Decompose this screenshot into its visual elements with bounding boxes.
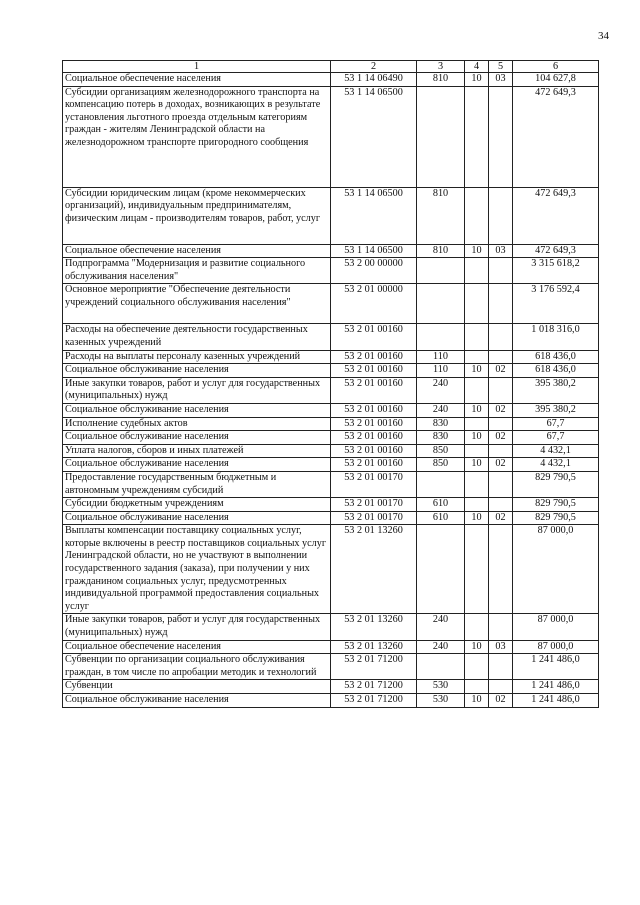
row-sum: 618 436,0 bbox=[513, 350, 599, 364]
row-vr: 810 bbox=[417, 244, 465, 258]
table-row bbox=[63, 324, 599, 350]
row-name: Субсидии юридическим лицам (кроме некоммерческих организаций), индивидуальным предпринимателям, физическим лицам - производителям товаров, работ, услуг bbox=[63, 187, 331, 244]
row-sum: 87 000,0 bbox=[513, 640, 599, 654]
header-col-4: 4 bbox=[465, 61, 489, 73]
header-col-2: 2 bbox=[331, 61, 417, 73]
table-row bbox=[63, 403, 599, 417]
row-rz bbox=[465, 614, 489, 640]
row-pr: 02 bbox=[489, 694, 513, 708]
row-sum: 618 436,0 bbox=[513, 364, 599, 378]
row-rz: 10 bbox=[465, 458, 489, 472]
row-rz bbox=[465, 86, 489, 187]
row-rz bbox=[465, 525, 489, 614]
table-row bbox=[63, 444, 599, 458]
row-code: 53 2 01 00160 bbox=[331, 403, 417, 417]
row-rz: 10 bbox=[465, 73, 489, 87]
row-name: Социальное обеспечение населения bbox=[63, 73, 331, 87]
page-number: 34 bbox=[598, 30, 609, 42]
row-name: Субсидии бюджетным учреждениям bbox=[63, 498, 331, 512]
row-sum: 829 790,5 bbox=[513, 471, 599, 497]
row-sum: 67,7 bbox=[513, 431, 599, 445]
row-sum: 1 241 486,0 bbox=[513, 680, 599, 694]
row-vr: 850 bbox=[417, 458, 465, 472]
row-pr bbox=[489, 471, 513, 497]
row-rz: 10 bbox=[465, 694, 489, 708]
row-rz bbox=[465, 471, 489, 497]
row-pr: 02 bbox=[489, 511, 513, 525]
header-col-3: 3 bbox=[417, 61, 465, 73]
row-vr: 240 bbox=[417, 640, 465, 654]
row-name: Субсидии организациям железнодорожного транспорта на компенсацию потерь в доходах, возникающих в результате установления льготного проезда отдельным категориям граждан - жителям Ленинградской области на железнодорожном транспорте пригородного сообщения bbox=[63, 86, 331, 187]
row-pr bbox=[489, 377, 513, 403]
row-sum: 87 000,0 bbox=[513, 525, 599, 614]
row-rz: 10 bbox=[465, 640, 489, 654]
table-row bbox=[63, 511, 599, 525]
row-code: 53 1 14 06500 bbox=[331, 86, 417, 187]
row-vr: 830 bbox=[417, 431, 465, 445]
row-vr bbox=[417, 284, 465, 324]
row-pr: 02 bbox=[489, 431, 513, 445]
row-sum: 472 649,3 bbox=[513, 244, 599, 258]
header-col-1: 1 bbox=[63, 61, 331, 73]
row-rz bbox=[465, 444, 489, 458]
row-rz bbox=[465, 350, 489, 364]
row-rz bbox=[465, 258, 489, 284]
row-sum: 829 790,5 bbox=[513, 498, 599, 512]
row-sum: 395 380,2 bbox=[513, 403, 599, 417]
row-code: 53 2 01 13260 bbox=[331, 614, 417, 640]
row-sum: 104 627,8 bbox=[513, 73, 599, 87]
row-name: Исполнение судебных актов bbox=[63, 417, 331, 431]
row-sum: 829 790,5 bbox=[513, 511, 599, 525]
row-vr: 240 bbox=[417, 614, 465, 640]
row-code: 53 2 01 00160 bbox=[331, 377, 417, 403]
row-sum: 3 176 592,4 bbox=[513, 284, 599, 324]
table-row bbox=[63, 364, 599, 378]
table-row bbox=[63, 654, 599, 680]
row-pr bbox=[489, 417, 513, 431]
row-pr bbox=[489, 324, 513, 350]
table-row bbox=[63, 73, 599, 87]
row-name: Социальное обслуживание населения bbox=[63, 458, 331, 472]
row-pr bbox=[489, 258, 513, 284]
row-name: Иные закупки товаров, работ и услуг для государственных (муниципальных) нужд bbox=[63, 614, 331, 640]
table-row bbox=[63, 86, 599, 187]
row-rz bbox=[465, 324, 489, 350]
row-code: 53 2 01 13260 bbox=[331, 640, 417, 654]
row-vr bbox=[417, 86, 465, 187]
row-code: 53 2 01 00160 bbox=[331, 444, 417, 458]
row-sum: 67,7 bbox=[513, 417, 599, 431]
row-code: 53 2 01 00000 bbox=[331, 284, 417, 324]
row-rz bbox=[465, 377, 489, 403]
row-code: 53 2 01 00170 bbox=[331, 511, 417, 525]
row-vr: 850 bbox=[417, 444, 465, 458]
row-code: 53 2 01 00160 bbox=[331, 458, 417, 472]
budget-table bbox=[62, 60, 599, 708]
row-pr bbox=[489, 680, 513, 694]
row-pr bbox=[489, 187, 513, 244]
row-code: 53 1 14 06500 bbox=[331, 244, 417, 258]
row-code: 53 2 01 71200 bbox=[331, 694, 417, 708]
row-vr: 830 bbox=[417, 417, 465, 431]
table-row bbox=[63, 471, 599, 497]
row-rz: 10 bbox=[465, 364, 489, 378]
row-sum: 1 018 316,0 bbox=[513, 324, 599, 350]
table-row bbox=[63, 187, 599, 244]
row-code: 53 2 01 71200 bbox=[331, 654, 417, 680]
row-code: 53 2 01 00170 bbox=[331, 498, 417, 512]
row-vr bbox=[417, 471, 465, 497]
row-code: 53 2 01 00160 bbox=[331, 431, 417, 445]
row-rz bbox=[465, 187, 489, 244]
row-pr: 03 bbox=[489, 640, 513, 654]
row-code: 53 2 01 00160 bbox=[331, 417, 417, 431]
table-row bbox=[63, 417, 599, 431]
row-pr bbox=[489, 86, 513, 187]
table-row bbox=[63, 525, 599, 614]
row-name: Социальное обслуживание населения bbox=[63, 694, 331, 708]
row-pr bbox=[489, 350, 513, 364]
row-name: Уплата налогов, сборов и иных платежей bbox=[63, 444, 331, 458]
row-name: Социальное обслуживание населения bbox=[63, 403, 331, 417]
row-pr: 03 bbox=[489, 244, 513, 258]
row-name: Социальное обеспечение населения bbox=[63, 244, 331, 258]
row-vr bbox=[417, 525, 465, 614]
row-vr: 110 bbox=[417, 364, 465, 378]
row-vr: 810 bbox=[417, 187, 465, 244]
row-name: Расходы на обеспечение деятельности государственных казенных учреждений bbox=[63, 324, 331, 350]
row-vr bbox=[417, 324, 465, 350]
table-row bbox=[63, 680, 599, 694]
row-name: Социальное обслуживание населения bbox=[63, 511, 331, 525]
row-vr: 240 bbox=[417, 403, 465, 417]
header-row bbox=[63, 61, 599, 73]
row-pr bbox=[489, 284, 513, 324]
row-code: 53 2 01 00160 bbox=[331, 350, 417, 364]
table-row bbox=[63, 284, 599, 324]
row-rz: 10 bbox=[465, 431, 489, 445]
row-pr: 02 bbox=[489, 364, 513, 378]
row-sum: 1 241 486,0 bbox=[513, 694, 599, 708]
row-sum: 1 241 486,0 bbox=[513, 654, 599, 680]
row-code: 53 2 01 00160 bbox=[331, 364, 417, 378]
table-row bbox=[63, 258, 599, 284]
row-vr bbox=[417, 654, 465, 680]
table-row bbox=[63, 694, 599, 708]
row-rz: 10 bbox=[465, 511, 489, 525]
row-vr: 530 bbox=[417, 680, 465, 694]
row-vr: 110 bbox=[417, 350, 465, 364]
row-pr bbox=[489, 498, 513, 512]
header-col-6: 6 bbox=[513, 61, 599, 73]
table-row bbox=[63, 498, 599, 512]
header-col-5: 5 bbox=[489, 61, 513, 73]
row-name: Субвенции по организации социального обслуживания граждан, в том числе по апробации методик и технологий bbox=[63, 654, 331, 680]
row-vr: 610 bbox=[417, 498, 465, 512]
row-code: 53 2 01 00170 bbox=[331, 471, 417, 497]
row-vr: 530 bbox=[417, 694, 465, 708]
row-pr: 02 bbox=[489, 458, 513, 472]
row-name: Субвенции bbox=[63, 680, 331, 694]
row-vr bbox=[417, 258, 465, 284]
row-name: Выплаты компенсации поставщику социальных услуг, которые включены в реестр поставщиков социальных услуг Ленинградской области, но не участвуют в выполнении государственного задания (заказа), при получении у них гражданином социальных услуг, предусмотренных индивидуальной программой предоставления социальных услуг bbox=[63, 525, 331, 614]
row-name: Предоставление государственным бюджетным и автономным учреждениям субсидий bbox=[63, 471, 331, 497]
row-pr: 03 bbox=[489, 73, 513, 87]
table-row bbox=[63, 640, 599, 654]
row-rz bbox=[465, 498, 489, 512]
row-pr bbox=[489, 444, 513, 458]
row-rz: 10 bbox=[465, 244, 489, 258]
row-code: 53 2 01 71200 bbox=[331, 680, 417, 694]
row-pr bbox=[489, 614, 513, 640]
row-pr: 02 bbox=[489, 403, 513, 417]
table-row bbox=[63, 431, 599, 445]
row-code: 53 2 01 13260 bbox=[331, 525, 417, 614]
table-row bbox=[63, 350, 599, 364]
row-vr: 610 bbox=[417, 511, 465, 525]
row-code: 53 1 14 06490 bbox=[331, 73, 417, 87]
row-name: Иные закупки товаров, работ и услуг для государственных (муниципальных) нужд bbox=[63, 377, 331, 403]
row-sum: 472 649,3 bbox=[513, 86, 599, 187]
row-code: 53 1 14 06500 bbox=[331, 187, 417, 244]
row-sum: 4 432,1 bbox=[513, 458, 599, 472]
row-name: Социальное обеспечение населения bbox=[63, 640, 331, 654]
row-name: Социальное обслуживание населения bbox=[63, 431, 331, 445]
row-sum: 472 649,3 bbox=[513, 187, 599, 244]
table-row bbox=[63, 244, 599, 258]
row-vr: 810 bbox=[417, 73, 465, 87]
row-code: 53 2 00 00000 bbox=[331, 258, 417, 284]
table-row bbox=[63, 377, 599, 403]
row-sum: 395 380,2 bbox=[513, 377, 599, 403]
row-name: Расходы на выплаты персоналу казенных учреждений bbox=[63, 350, 331, 364]
table-row bbox=[63, 458, 599, 472]
row-sum: 3 315 618,2 bbox=[513, 258, 599, 284]
table-row bbox=[63, 614, 599, 640]
row-name: Подпрограмма "Модернизация и развитие социального обслуживания населения" bbox=[63, 258, 331, 284]
row-code: 53 2 01 00160 bbox=[331, 324, 417, 350]
row-rz bbox=[465, 284, 489, 324]
row-sum: 4 432,1 bbox=[513, 444, 599, 458]
row-name: Социальное обслуживание населения bbox=[63, 364, 331, 378]
row-rz: 10 bbox=[465, 403, 489, 417]
row-sum: 87 000,0 bbox=[513, 614, 599, 640]
row-pr bbox=[489, 654, 513, 680]
row-pr bbox=[489, 525, 513, 614]
row-vr: 240 bbox=[417, 377, 465, 403]
row-rz bbox=[465, 417, 489, 431]
row-name: Основное мероприятие "Обеспечение деятельности учреждений социального обслуживания населения" bbox=[63, 284, 331, 324]
row-rz bbox=[465, 680, 489, 694]
row-rz bbox=[465, 654, 489, 680]
